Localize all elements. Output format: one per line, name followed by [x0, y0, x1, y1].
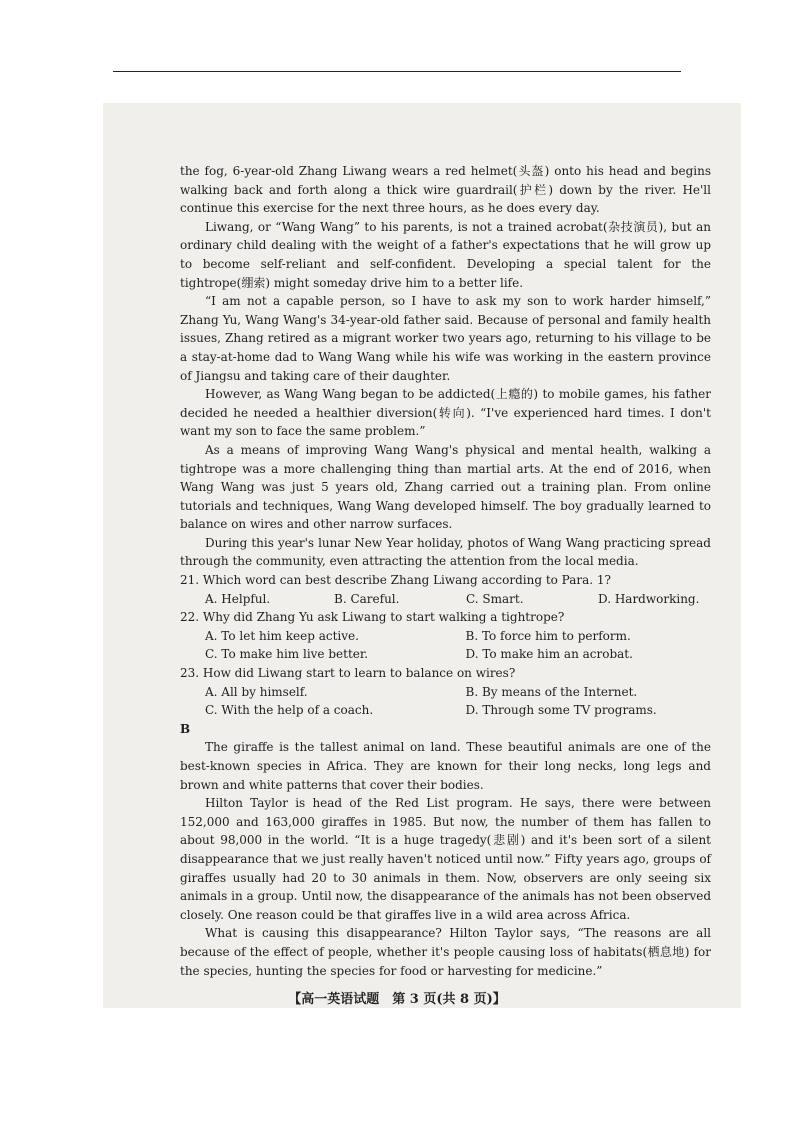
- section-b-heading: B: [180, 721, 191, 736]
- question-22: [180, 608, 711, 664]
- option-b: B. Careful.: [334, 591, 400, 606]
- passage-b-paragraph: What is causing this disappearance? Hilton Taylor says, “The reasons are all because of the effect of people, whether it's people causing loss of habitats(栖息地) for the species, hunting the species for food or harvesting for medicine.”: [180, 926, 711, 978]
- passage-b-paragraph: The giraffe is the tallest animal on land. These beautiful animals are one of the best-known species in Africa. They are known for their long necks, long legs and brown and white patterns that cover their bodies.: [180, 740, 711, 792]
- passage-a-paragraph: As a means of improving Wang Wang's physical and mental health, walking a tightrope was a more challenging thing than martial arts. At the end of 2016, when Wang Wang was just 5 years old, Zhang carried out a training plan. From online tutorials and techniques, Wang Wang developed himself. The boy gradually learned to balance on wires and other narrow surfaces.: [180, 442, 711, 532]
- question-options: [180, 645, 711, 664]
- exam-content: [180, 162, 711, 980]
- option-b: B. To force him to perform.: [465, 628, 631, 643]
- question-stem: 22. Why did Zhang Yu ask Liwang to start walking a tightrope?: [180, 610, 565, 625]
- question-options: [180, 590, 711, 609]
- option-c: C. Smart.: [466, 591, 524, 606]
- option-d: D. Hardworking.: [598, 591, 700, 606]
- option-c: C. With the help of a coach.: [205, 703, 374, 718]
- question-stem: 23. How did Liwang start to learn to balance on wires?: [180, 666, 516, 681]
- passage-a-paragraph: “I am not a capable person, so I have to ask my son to work harder himself,” Zhang Yu, Wang Wang's 34-year-old father said. Because of personal and family health issues, Zhang retired as a migrant worker two years ago, returning to his village to be a stay-at-home dad to Wang Wang while his wife was working in the eastern province of Jiangsu and taking care of their daughter.: [180, 294, 711, 383]
- question-options: [180, 627, 711, 646]
- option-a: A. All by himself.: [205, 684, 308, 699]
- option-c: C. To make him live better.: [205, 647, 369, 662]
- question-options: [180, 683, 711, 702]
- passage-a-paragraph: Liwang, or “Wang Wang” to his parents, is not a trained acrobat(杂技演员), but an ordinary child dealing with the weight of a father's expectations that he will grow up to become self-reliant and self-confident. Developing a special talent for the tightrope(绷索) might someday drive him to a better life.: [180, 219, 711, 290]
- question-stem: 21. Which word can best describe Zhang Liwang according to Para. 1?: [180, 573, 611, 588]
- passage-a-paragraph: During this year's lunar New Year holiday, photos of Wang Wang practicing spread through the community, even attracting the attention from the local media.: [180, 535, 711, 569]
- option-a: A. To let him keep active.: [205, 628, 359, 643]
- question-options: [180, 701, 711, 720]
- question-21: [180, 571, 711, 608]
- option-b: B. By means of the Internet.: [465, 684, 638, 699]
- passage-b-paragraph: Hilton Taylor is head of the Red List program. He says, there were between 152,000 and 163,000 giraffes in 1985. But now, the number of them has fallen to about 98,000 in the world. “It is a huge tragedy(悲剧) and it's been sort of a silent disappearance that we just really haven't noticed until now.” Fifty years ago, groups of giraffes usually had 20 to 30 animals in them. Now, observers are only seeing six animals in a group. Until now, the disappearance of the animals has not been observed closely. One reason could be that giraffes live in a wild area across Africa.: [180, 796, 711, 922]
- page-footer: [0, 988, 794, 1007]
- option-a: A. Helpful.: [205, 591, 271, 606]
- option-d: D. To make him an acrobat.: [465, 647, 633, 662]
- header-rule: [113, 71, 681, 72]
- question-23: [180, 664, 711, 720]
- footer-text: 【高一英语试题 第 3 页(共 8 页)】: [288, 992, 506, 1007]
- passage-a-paragraph: However, as Wang Wang began to be addicted(上瘾的) to mobile games, his father decided he needed a healthier diversion(转向). “I've experienced hard times. I don't want my son to face the same problem.”: [180, 387, 711, 439]
- passage-a-paragraph: the fog, 6-year-old Zhang Liwang wears a red helmet(头盔) onto his head and begins walking back and forth along a thick wire guardrail(护栏) down by the river. He'll continue this exercise for the next three hours, as he does every day.: [180, 164, 711, 216]
- option-d: D. Through some TV programs.: [465, 703, 657, 718]
